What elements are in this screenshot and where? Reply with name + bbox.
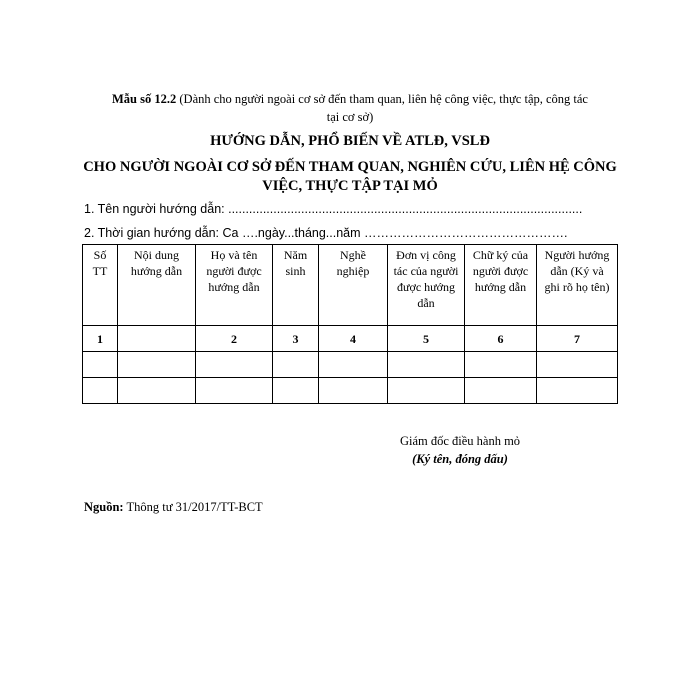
table-header-cell [196,245,273,326]
table-cell[interactable] [83,378,118,404]
document-subtitle-line-1: CHO NGƯỜI NGOÀI CƠ SỞ ĐẾN THAM QUAN, NGHIÊN CỨU, LIÊN HỆ CÔNG [83,159,617,175]
form-description: (Dành cho người ngoài cơ sở đến tham quan, liên hệ công việc, thực tập, công tác [179,92,588,106]
guide-time-field: 2. Thời gian hướng dẫn: Ca ….ngày...tháng...năm …………………………………………. [84,226,568,240]
column-number [118,326,196,352]
table-header-text: Người hướng [544,248,610,262]
table-header-cell [465,245,537,326]
guidance-table [82,244,618,404]
table-header-text: dẫn (Ký và [550,264,604,278]
column-number: 3 [273,326,319,352]
column-number: 6 [465,326,537,352]
table-header-text: hướng dẫn [130,264,183,278]
table-cell[interactable] [537,378,618,404]
column-number: 7 [537,326,618,352]
table-header-text: hướng dẫn [474,280,527,294]
table-cell[interactable] [465,352,537,378]
form-description-cont: tại cơ sở) [326,110,374,124]
signature-note: (Ký tên, đóng dấu) [412,452,508,466]
table-header-cell [118,245,196,326]
table-header-text: Số [93,248,107,262]
table-header-text: sinh [285,264,306,278]
table-cell[interactable] [118,352,196,378]
form-code: Mẫu số 12.2 [112,92,177,106]
column-number: 5 [388,326,465,352]
table-header-cell [537,245,618,326]
table-row [83,378,618,404]
table-cell[interactable] [196,352,273,378]
document-subtitle [60,158,640,196]
source-label: Nguồn: [84,500,124,514]
table-cell[interactable] [319,378,388,404]
column-number: 2 [196,326,273,352]
table-header-text: nghiệp [336,264,370,278]
table-header-text: được hướng [396,280,456,294]
table-header-text: Nghề [340,248,366,262]
table-cell[interactable] [273,352,319,378]
source-line [84,500,263,515]
table-header-text: ghi rõ họ tên) [544,280,610,294]
column-number: 1 [83,326,118,352]
table-header-text: hướng dẫn [208,280,260,294]
table-cell[interactable] [537,352,618,378]
document-title: HƯỚNG DẪN, PHỔ BIẾN VỀ ATLĐ, VSLĐ [210,133,490,149]
table-header-text: Năm [283,248,308,262]
table-header-text: Họ và tên [210,248,258,262]
table-number-row [83,326,618,352]
table-cell[interactable] [273,378,319,404]
table-cell[interactable] [388,378,465,404]
form-heading [60,90,640,126]
table-header-text: dẫn [417,296,435,310]
table-cell[interactable] [196,378,273,404]
signature-title: Giám đốc điều hành mỏ [399,434,521,448]
table-cell[interactable] [388,352,465,378]
table-header-cell [388,245,465,326]
column-number: 4 [319,326,388,352]
table-header-text: Chữ ký của [472,248,529,262]
table-header-cell [273,245,319,326]
table-header-cell [83,245,118,326]
table-header-text: Nội dung [134,248,179,262]
guide-name-field: 1. Tên người hướng dẫn: ...................................................................................................... [84,202,583,216]
table-header-row [83,245,618,326]
table-cell[interactable] [465,378,537,404]
document-subtitle-line-2: VIỆC, THỰC TẬP TẠI MỎ [262,178,438,194]
table-cell[interactable] [319,352,388,378]
table-cell[interactable] [83,352,118,378]
table-header-text: TT [92,264,108,278]
form-heading-line-1 [60,90,640,108]
table-header-cell [319,245,388,326]
source-text: Thông tư 31/2017/TT-BCT [123,500,263,514]
table-header-text: người được [472,264,529,278]
table-cell[interactable] [118,378,196,404]
table-header-text: Đơn vị công [396,248,456,262]
table-header-text: người được [206,264,262,278]
table-header-text: tác của người [393,264,459,278]
table-row [83,352,618,378]
